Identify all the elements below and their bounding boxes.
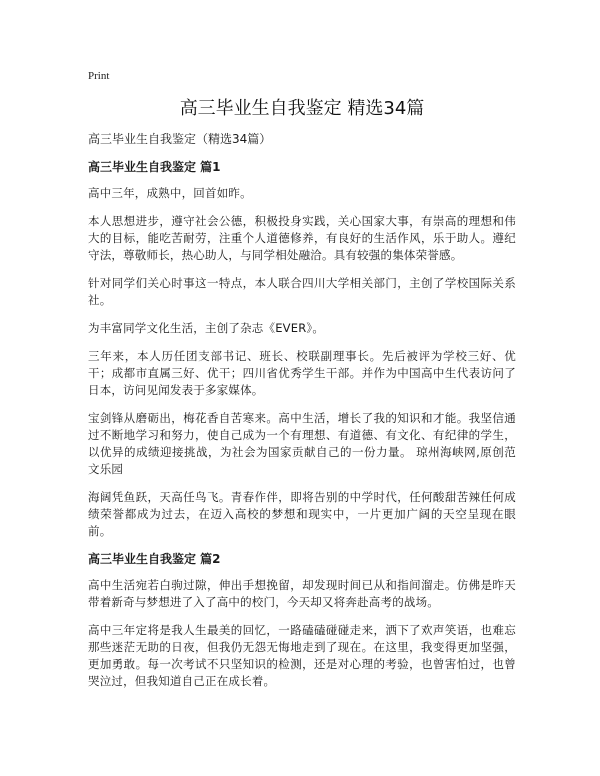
section-heading-1: 高三毕业生自我鉴定 篇1 xyxy=(88,160,221,174)
paragraph: 高中三年，成熟中，回首如昨。 xyxy=(88,186,252,200)
paragraph: 针对同学们关心时事这一特点，本人联合四川大学相关部门，主创了学校国际关系社。 xyxy=(88,276,516,307)
paragraph: 为丰富同学文化生活，主创了杂志《EVER》。 xyxy=(88,321,325,335)
paragraph: 高中三年定将是我人生最美的回忆，一路磕磕碰碰走来，洒下了欢声笑语，也难忘那些迷茫无助的日夜，但我仍无怨无悔地走到了现在。在这里，我变得更加坚强，更加勇敢。每一次考试不只坚知识的检测，还是对心理的考验，也曾害怕过，也曾哭泣过，但我知道自己正在成长着。 xyxy=(88,623,516,688)
paragraph: 海阔凭鱼跃，天高任鸟飞。青春作伴，即将告别的中学时代，任何酸甜苦辣任何成绩荣誉都成为过去，在迈入高校的梦想和现实中，一片更加广阔的天空呈现在眼前。 xyxy=(88,490,516,538)
document-subtitle: 高三毕业生自我鉴定（精选34篇） xyxy=(88,132,272,146)
paragraph: 本人思想进步，遵守社会公德，积极投身实践，关心国家大事，有崇高的理想和伟大的目标，能吃苦耐劳，注重个人道德修养，有良好的生活作风，乐于助人。遵纪守法，尊敬师长，热心助人，与同学相处融洽。具有较强的集体荣誉感。 xyxy=(88,214,516,262)
print-link[interactable]: Print xyxy=(88,70,110,82)
document-title: 高三毕业生自我鉴定 精选34篇 xyxy=(179,98,425,119)
paragraph: 宝剑锋从磨砺出，梅花香自苦寒来。高中生活，增长了我的知识和才能。我坚信通过不断地学习和努力，使自己成为一个有理想、有道德、有文化、有纪律的学生，以优异的成绩迎接挑战，为社会为国家贡献自己的一份力量。 琼州海峡网,原创范文乐园 xyxy=(88,411,516,476)
document-body xyxy=(88,131,516,701)
paragraph: 三年来，本人历任团支部书记、班长、校联副理事长。先后被评为学校三好、优干；成都市直属三好、优干；四川省优秀学生干部。并作为中国高中生代表访问了日本，访问见闻发表于多家媒体。 xyxy=(88,349,516,397)
paragraph: 高中生活宛若白驹过隙，伸出手想挽留，却发现时间已从和指间溜走。仿佛是昨天带着新奇与梦想进了入了高中的校门，今天却又将奔赴高考的战场。 xyxy=(88,578,516,609)
section-heading-2: 高三毕业生自我鉴定 篇2 xyxy=(88,552,221,566)
